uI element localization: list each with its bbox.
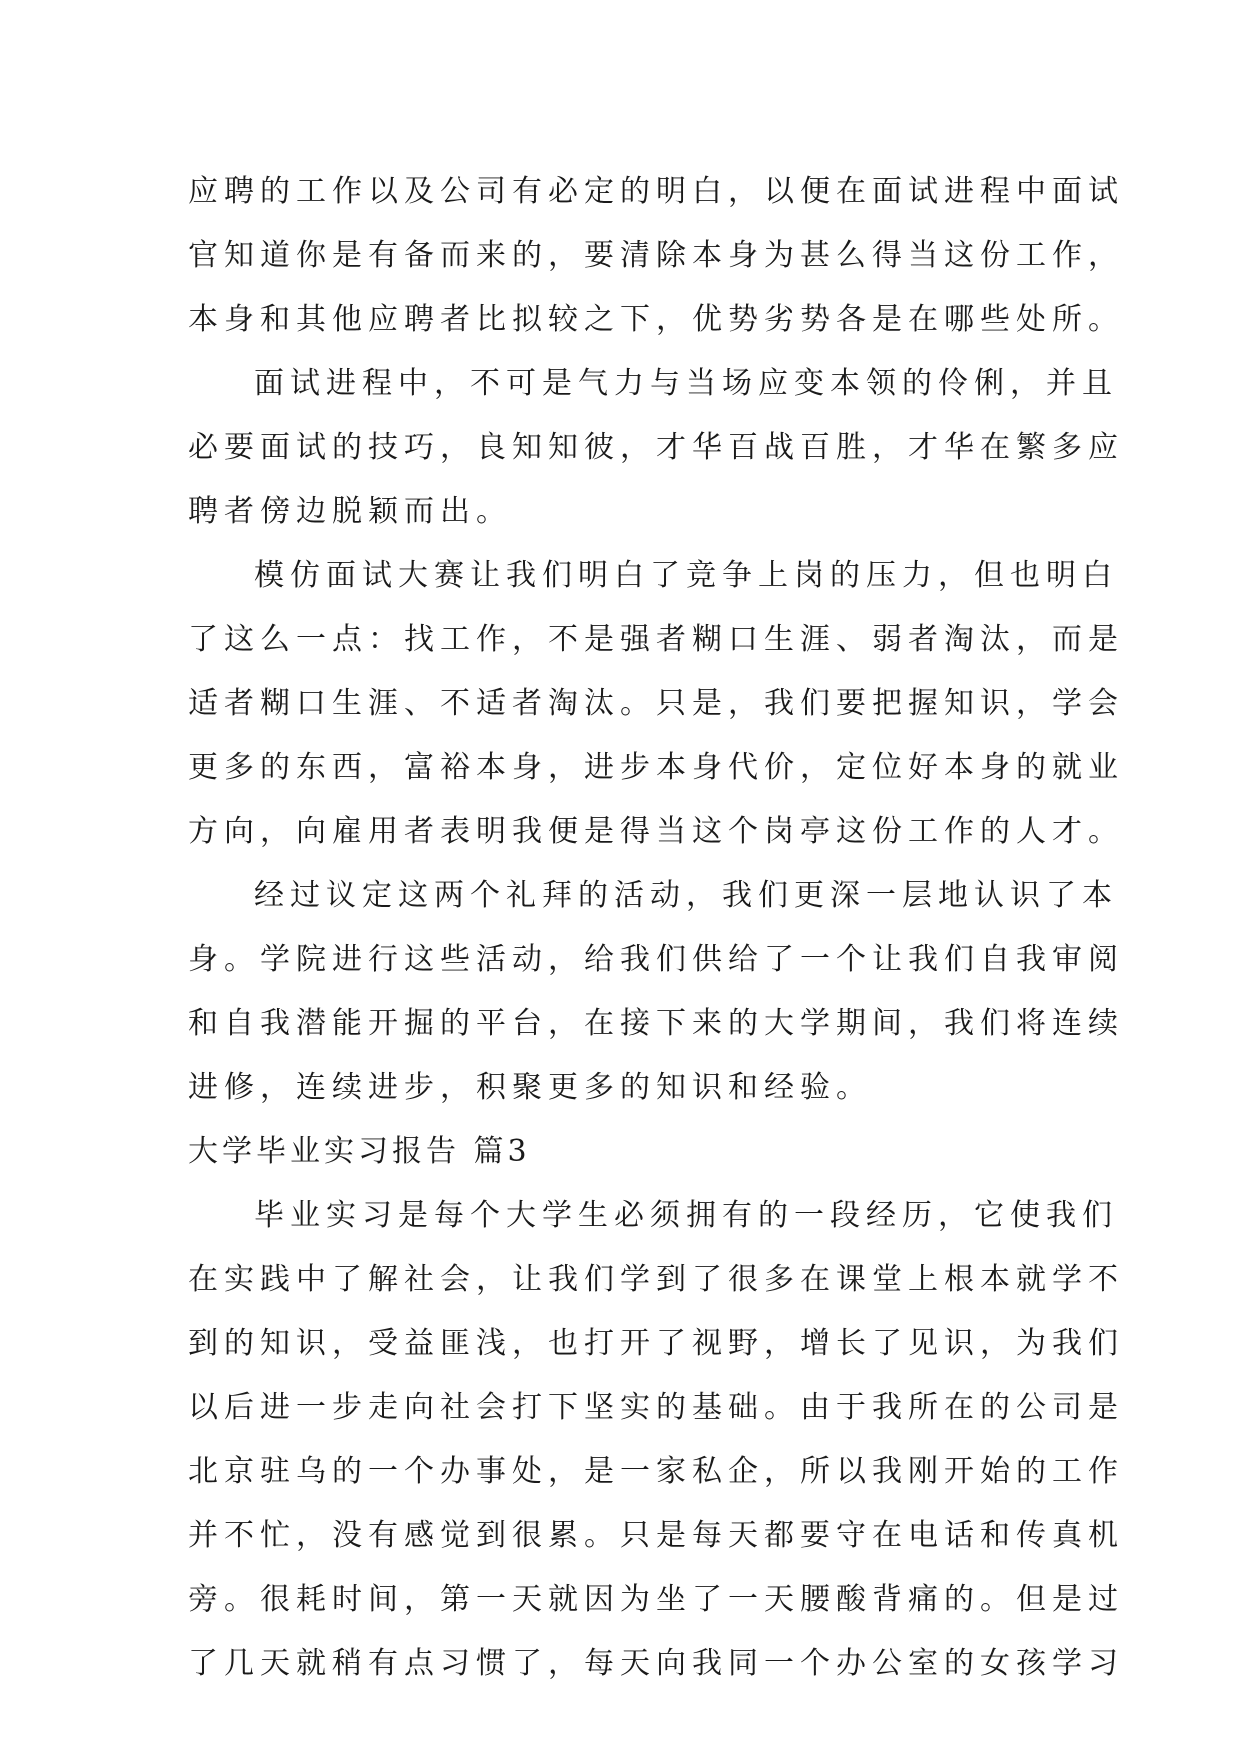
text-line: 和自我潜能开掘的平台，在接下来的大学期间，我们将连续 <box>188 1006 1124 1041</box>
paragraph-first-line: 经过议定这两个礼拜的活动，我们更深一层地认识了本 <box>254 878 1118 913</box>
text-line: 方向，向雇用者表明我便是得当这个岗亭这份工作的人才。 <box>188 814 1124 849</box>
paragraph-first-line: 毕业实习是每个大学生必须拥有的一段经历，它使我们 <box>254 1198 1118 1233</box>
text-line: 必要面试的技巧，良知知彼，才华百战百胜，才华在繁多应 <box>188 430 1124 465</box>
text-line: 应聘的工作以及公司有必定的明白，以便在面试进程中面试 <box>188 174 1124 209</box>
text-line: 聘者傍边脱颖而出。 <box>188 494 512 529</box>
text-line: 并不忙，没有感觉到很累。只是每天都要守在电话和传真机 <box>188 1518 1124 1553</box>
text-line: 旁。很耗时间，第一天就因为坐了一天腰酸背痛的。但是过 <box>188 1582 1124 1617</box>
text-line: 以后进一步走向社会打下坚实的基础。由于我所在的公司是 <box>188 1390 1124 1425</box>
paragraph-first-line: 模仿面试大赛让我们明白了竞争上岗的压力，但也明白 <box>254 558 1118 593</box>
text-line: 官知道你是有备而来的，要清除本身为甚么得当这份工作， <box>188 238 1124 273</box>
text-line: 了几天就稍有点习惯了，每天向我同一个办公室的女孩学习 <box>188 1646 1124 1681</box>
text-line: 更多的东西，富裕本身，进步本身代价，定位好本身的就业 <box>188 750 1124 785</box>
document-body <box>188 160 1124 1696</box>
paragraph-first-line: 面试进程中，不可是气力与当场应变本领的伶俐，并且 <box>254 366 1118 401</box>
text-line: 北京驻乌的一个办事处，是一家私企，所以我刚开始的工作 <box>188 1454 1124 1489</box>
text-line: 到的知识，受益匪浅，也打开了视野，增长了见识，为我们 <box>188 1326 1124 1361</box>
text-line: 适者糊口生涯、不适者淘汰。只是，我们要把握知识，学会 <box>188 686 1124 721</box>
section-heading: 大学毕业实习报告 篇3 <box>188 1134 531 1169</box>
text-line: 在实践中了解社会，让我们学到了很多在课堂上根本就学不 <box>188 1262 1124 1297</box>
text-line: 身。学院进行这些活动，给我们供给了一个让我们自我审阅 <box>188 942 1124 977</box>
text-line: 了这么一点：找工作，不是强者糊口生涯、弱者淘汰，而是 <box>188 622 1124 657</box>
text-line: 进修，连续进步，积聚更多的知识和经验。 <box>188 1070 872 1105</box>
text-line: 本身和其他应聘者比拟较之下，优势劣势各是在哪些处所。 <box>188 302 1124 337</box>
